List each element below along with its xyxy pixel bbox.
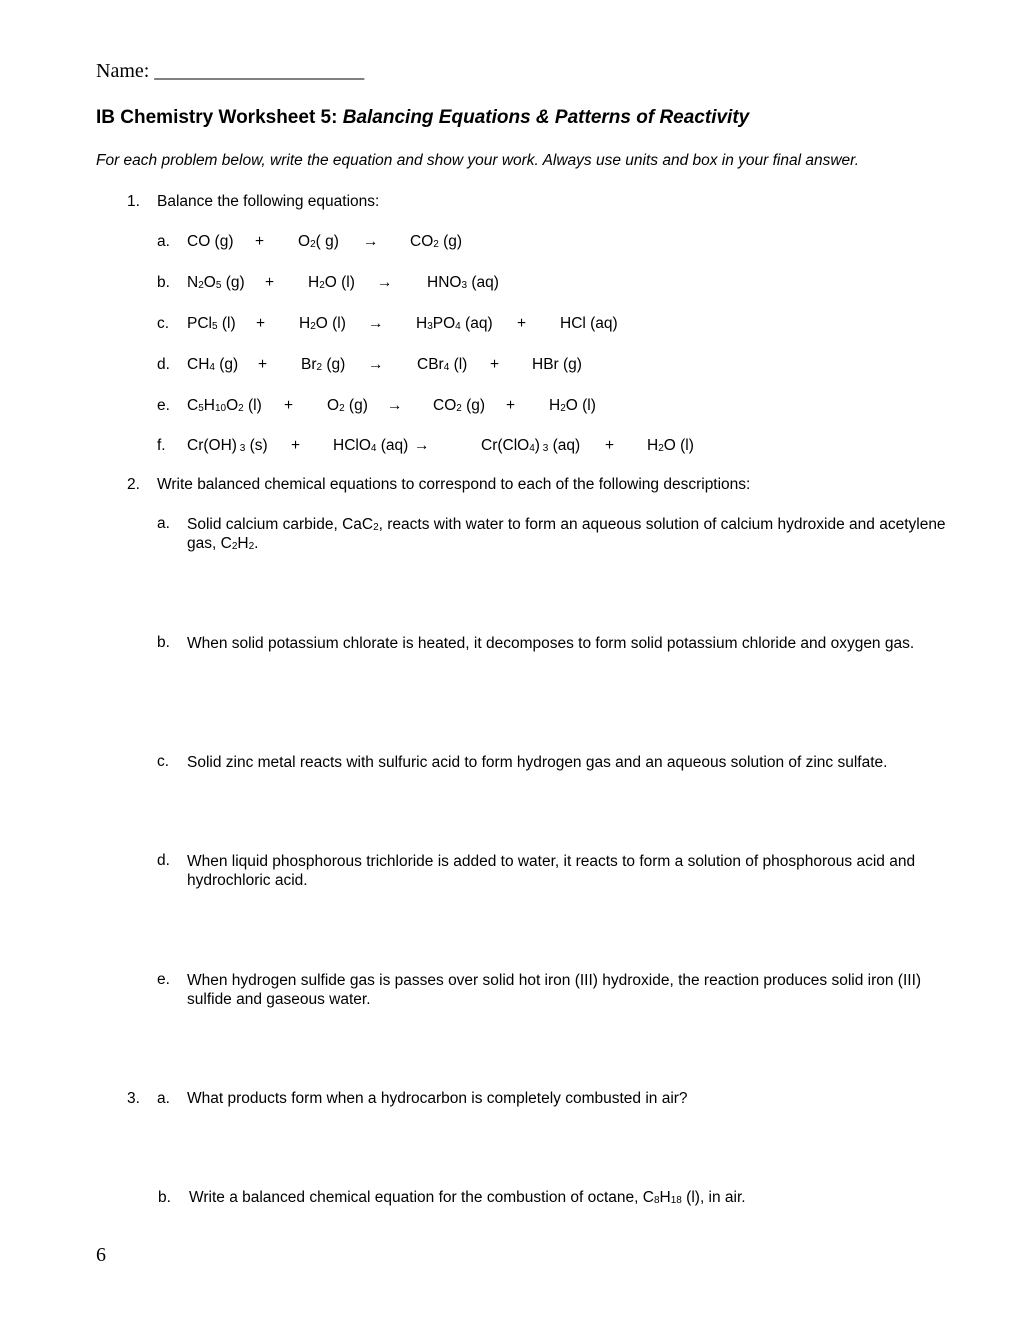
- page-number: 6: [96, 1244, 106, 1266]
- q2b-letter: b.: [157, 634, 170, 651]
- q1-equation-reaction-arrow: →: [368, 315, 384, 332]
- q2d-text: When liquid phosphorous trichloride is added to water, it reacts to form a solution of phosphorous acid and hydrochloric acid.: [187, 853, 916, 889]
- q2d-letter: d.: [157, 852, 170, 869]
- q1-equation-reaction-arrow: →: [377, 274, 393, 291]
- q1-item-letter: e.: [157, 397, 170, 414]
- q1-equation-plus-sign: +: [255, 233, 265, 250]
- q1-equation-formula: Cr(OH) $_3$ (s): [187, 437, 268, 454]
- q1-equation-formula: $H_3PO_4$ (aq): [416, 315, 493, 332]
- title-italic: Balancing Equations & Patterns of Reactivity: [342, 107, 750, 128]
- q2-prompt: Write balanced chemical equations to correspond to each of the following descriptions:: [157, 476, 751, 493]
- name-field-line: Name: _____________________: [96, 60, 365, 82]
- q3-number: 3.: [127, 1090, 140, 1107]
- q1-item-letter: f.: [157, 437, 166, 454]
- worksheet-title: [96, 107, 749, 129]
- q1-equation-plus-sign: +: [517, 315, 527, 332]
- q1-equation-plus-sign: +: [284, 397, 294, 414]
- q2b-text: When solid potassium chlorate is heated, it decomposes to form solid potassium chloride and oxygen gas.: [187, 635, 915, 652]
- q1-equation-plus-sign: +: [506, 397, 516, 414]
- q1-equation-formula: $H_2O$ (l): [647, 437, 694, 454]
- q3b-letter: b.: [158, 1189, 171, 1206]
- q1-prompt: Balance the following equations:: [157, 193, 380, 210]
- q2e-letter: e.: [157, 971, 170, 988]
- q1-item-letter: a.: [157, 233, 170, 250]
- q1-equation-plus-sign: +: [258, 356, 268, 373]
- q1-equation-formula: $HNO_3$ (aq): [427, 274, 499, 291]
- q1-equation-formula: HBr (g): [532, 356, 582, 373]
- title-plain: IB Chemistry Worksheet 5:: [96, 107, 338, 128]
- q1-equation-reaction-arrow: →: [387, 397, 403, 414]
- q1-equation-formula: $N_2O_5$ (g): [187, 274, 245, 291]
- q1-equation-formula: HClO$_4$ (aq): [333, 437, 409, 454]
- q1-equation-formula: $CH_4$ (g): [187, 356, 239, 373]
- q1-number: 1.: [127, 193, 140, 210]
- q1-equation-formula: $H_2O$ (l): [299, 315, 346, 332]
- q1-equation-formula: CO (g): [187, 233, 234, 250]
- q1-equation-formula: $CO_2$ (g): [410, 233, 463, 250]
- q3a-letter: a.: [157, 1090, 170, 1107]
- q1-equation-formula: $O_2$( g): [298, 233, 339, 250]
- q3b-text: Write a balanced chemical equation for the combustion of octane, $C_8H_{18}$ (l), in air.: [189, 1189, 746, 1206]
- q1-equation-formula: HCl (aq): [560, 315, 618, 332]
- instructions: For each problem below, write the equation and show your work. Always use units and box in your final answer.: [96, 152, 860, 169]
- q2a-letter: a.: [157, 515, 170, 532]
- q1-equation-plus-sign: +: [265, 274, 275, 291]
- q2c-letter: c.: [157, 753, 170, 770]
- q2c-text: Solid zinc metal reacts with sulfuric acid to form hydrogen gas and an aqueous solution of zinc sulfate.: [187, 754, 888, 771]
- q3a-text: What products form when a hydrocarbon is completely combusted in air?: [187, 1090, 688, 1107]
- q1-equation-formula: $C_5H_{10}O_2$ (l): [187, 397, 262, 414]
- q1-equation-formula: PCl$_5$ (l): [187, 315, 236, 332]
- q1-equation-reaction-arrow: →: [363, 233, 379, 250]
- q1-equation-formula: Cr(ClO$_4$) $_3$ (aq): [481, 437, 581, 454]
- q1-item-letter: d.: [157, 356, 170, 373]
- q2a-text: Solid calcium carbide, CaC$_2$, reacts with water to form an aqueous solution of calcium hydroxide and acetylene gas, $C_2H_2$.: [187, 516, 946, 552]
- q1-equation-reaction-arrow: →: [414, 437, 430, 454]
- q1-equation-formula: $Br_2$ (g): [301, 356, 346, 373]
- q1-equation-plus-sign: +: [291, 437, 301, 454]
- q1-equation-plus-sign: +: [256, 315, 266, 332]
- q2e-text: When hydrogen sulfide gas is passes over solid hot iron (III) hydroxide, the reaction produces solid iron (III) sulfide and gaseous water.: [187, 972, 922, 1008]
- q1-equation-formula: $CO_2$ (g): [433, 397, 486, 414]
- q2-number: 2.: [127, 476, 140, 493]
- q1-equation-formula: CBr$_4$ (l): [417, 356, 468, 373]
- q1-equation-formula: $H_2O$ (l): [549, 397, 596, 414]
- q1-item-letter: b.: [157, 274, 170, 291]
- q1-item-letter: c.: [157, 315, 170, 332]
- q1-equation-formula: $H_2O$ (l): [308, 274, 355, 291]
- q1-equation-plus-sign: +: [605, 437, 615, 454]
- q1-equation-plus-sign: +: [490, 356, 500, 373]
- q1-equation-reaction-arrow: →: [368, 356, 384, 373]
- q1-equation-formula: $O_2$ (g): [327, 397, 368, 414]
